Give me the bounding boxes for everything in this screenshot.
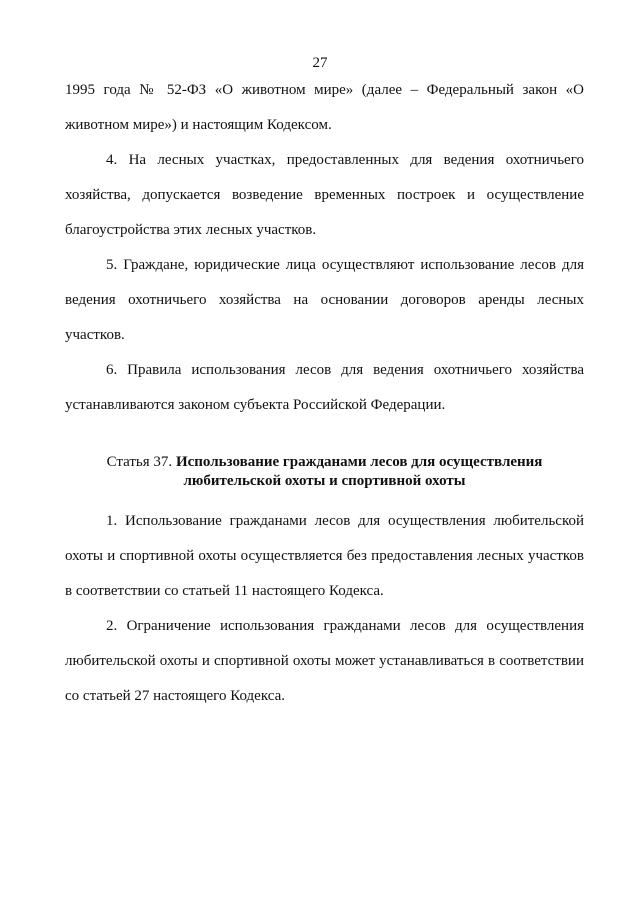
paragraph-5: 5. Граждане, юридические лица осуществляют использование лесов для ведения охотничьего хозяйства на основании договоров аренды лесных участков. [65,257,584,343]
top-text-block [65,73,584,423]
paragraph-6: 6. Правила использования лесов для ведения охотничьего хозяйства устанавливаются законом субъекта Российской Федерации. [65,362,584,413]
article-title-line-1: Использование гражданами лесов для осуществления [175,454,543,470]
article-number: Статья 37. [106,454,173,470]
article-37-heading [65,453,584,491]
paragraph-4: 4. На лесных участках, предоставленных для ведения охотничьего хозяйства, допускается возведение временных построек и осуществление благоустройства этих лесных участков. [65,152,584,238]
page-number: 27 [312,55,328,71]
continuation-paragraph: 1995 года № 52-ФЗ «О животном мире» (далее – Федеральный закон «О животном мире») и настоящим Кодексом. [65,82,584,133]
article-title-line-2: любительской охоты и спортивной охоты [183,473,466,489]
article-37-paragraph-1: 1. Использование гражданами лесов для осуществления любительской охоты и спортивной охоты осуществляется без предоставления лесных участков в соответствии со статьей 11 настоящего Кодекса. [65,513,584,599]
article-37-paragraph-2: 2. Ограничение использования гражданами лесов для осуществления любительской охоты и спортивной охоты может устанавливаться в соответствии со статьей 27 настоящего Кодекса. [65,618,584,704]
article-37-body [65,504,584,714]
